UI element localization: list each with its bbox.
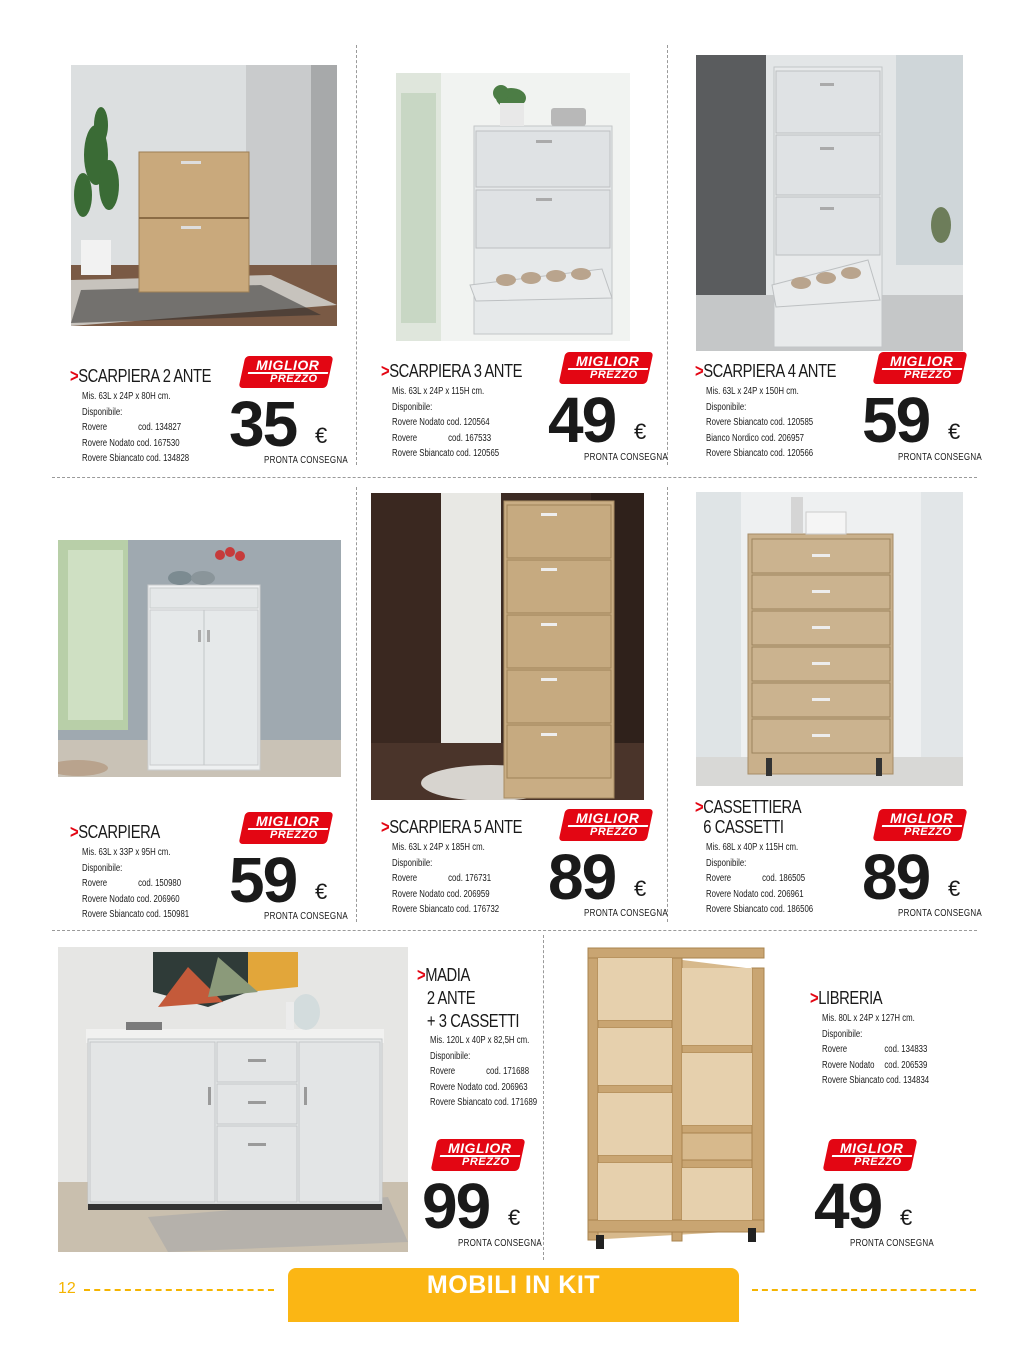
product-specs: Mis. 63L x 33P x 95H cm. Disponibile: Rovere cod. 150980 Rovere Nodato cod. 206960 Rovere Sbiancato cod. 150981 [82,847,190,920]
miglior-prezzo-badge: MIGLIOR PREZZO [242,812,330,844]
product-photo-scarpiera-4-ante [696,55,963,351]
product-specs: Mis. 63L x 24P x 115H cm. Disponibile: Rovere Nodato cod. 120564 Rovere cod. 167533 Rovere Sbiancato cod. 120565 [392,386,500,459]
price: 99 [422,1170,490,1242]
product-title: >MADIA 2 ANTE + 3 CASSETTI [417,965,520,1031]
product-specs: Mis. 63L x 24P x 80H cm. Disponibile: Rovere cod. 134827 Rovere Nodato cod. 167530 Rovere Sbiancato cod. 134828 [82,391,190,464]
product-title: >SCARPIERA 3 ANTE [381,361,523,381]
product-title: >SCARPIERA 4 ANTE [695,361,837,381]
divider [356,45,357,465]
product-specs: Mis. 63L x 24P x 150H cm. Disponibile: Rovere Sbiancato cod. 120585 Bianco Nordico cod. 206957 Rovere Sbiancato cod. 120566 [706,386,814,459]
currency-symbol: € [948,419,961,444]
miglior-prezzo-badge: MIGLIOR PREZZO [562,809,650,841]
product-specs: Mis. 68L x 40P x 115H cm. Disponibile: Rovere cod. 186505 Rovere Nodato cod. 206961 Rovere Sbiancato cod. 186506 [706,842,814,915]
product-specs: Mis. 120L x 40P x 82,5H cm. Disponibile: Rovere cod. 171688 Rovere Nodato cod. 206963 Rovere Sbiancato cod. 171689 [430,1035,538,1108]
divider [52,477,977,478]
product-photo-madia [58,947,408,1252]
miglior-prezzo-badge: MIGLIOR PREZZO [562,352,650,384]
section-title: MOBILI IN KIT [426,1271,601,1299]
miglior-prezzo-badge: MIGLIOR PREZZO [434,1139,522,1171]
currency-symbol: € [315,879,328,904]
product-specs: Mis. 63L x 24P x 185H cm. Disponibile: Rovere cod. 176731 Rovere Nodato cod. 206959 Rovere Sbiancato cod. 176732 [392,842,500,915]
price: 59 [229,844,297,916]
price: 35 [229,388,297,460]
price: 49 [548,384,616,456]
miglior-prezzo-badge: MIGLIOR PREZZO [826,1139,914,1171]
product-photo-scarpiera-2-ante [71,65,337,326]
product-specs: Mis. 80L x 24P x 127H cm. Disponibile: Rovere cod. 134833 Rovere Nodato cod. 206539 Rovere Sbiancato cod. 134834 [822,1013,930,1086]
product-photo-libreria [572,940,782,1258]
price: 89 [862,841,930,913]
miglior-prezzo-badge: MIGLIOR PREZZO [242,356,330,388]
divider [667,45,668,465]
product-photo-scarpiera [58,540,341,777]
product-title: >SCARPIERA 5 ANTE [381,817,523,837]
currency-symbol: € [315,423,328,448]
currency-symbol: € [900,1205,913,1230]
divider [52,930,977,931]
miglior-prezzo-badge: MIGLIOR PREZZO [876,352,964,384]
pronta-consegna-label: PRONTA CONSEGNA [264,455,348,466]
pronta-consegna-label: PRONTA CONSEGNA [458,1238,542,1249]
product-photo-scarpiera-3-ante [396,73,630,341]
divider [667,487,668,922]
pronta-consegna-label: PRONTA CONSEGNA [898,908,982,919]
footer-divider [84,1289,274,1291]
divider [543,935,544,1260]
miglior-prezzo-badge: MIGLIOR PREZZO [876,809,964,841]
product-title: >SCARPIERA 2 ANTE [70,366,212,386]
divider [356,487,357,922]
page-number: 12 [58,1280,76,1297]
pronta-consegna-label: PRONTA CONSEGNA [850,1238,934,1249]
product-title: >CASSETTIERA 6 CASSETTI [695,797,802,837]
pronta-consegna-label: PRONTA CONSEGNA [584,452,668,463]
product-title: >SCARPIERA [70,822,160,842]
footer-divider [752,1289,976,1291]
product-title: >LIBRERIA [810,988,883,1008]
price: 59 [862,384,930,456]
price: 49 [814,1170,882,1242]
pronta-consegna-label: PRONTA CONSEGNA [898,452,982,463]
pronta-consegna-label: PRONTA CONSEGNA [584,908,668,919]
currency-symbol: € [634,419,647,444]
currency-symbol: € [508,1205,521,1230]
product-photo-cassettiera-6-cassetti [696,492,963,786]
currency-symbol: € [634,876,647,901]
currency-symbol: € [948,876,961,901]
pronta-consegna-label: PRONTA CONSEGNA [264,911,348,922]
product-photo-scarpiera-5-ante [371,493,644,800]
price: 89 [548,841,616,913]
